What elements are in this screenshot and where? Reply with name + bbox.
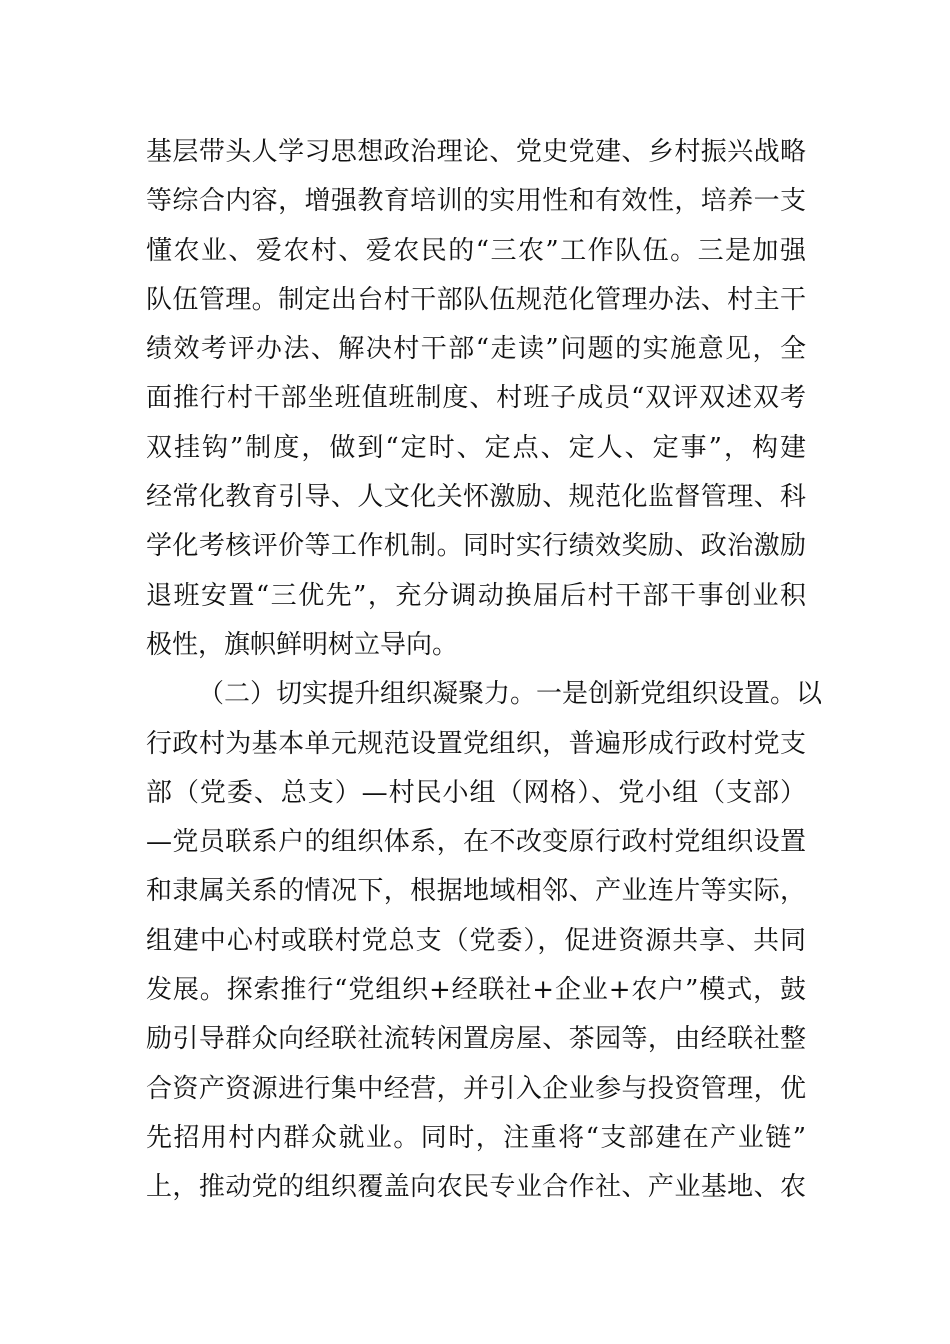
body-text <box>146 128 823 1213</box>
text-line: 部（党委、总支）—村民小组（网格）、党小组（支部） <box>146 777 806 808</box>
text-line: 发展。探索推行“党组织+经联社+企业+农户”模式，鼓 <box>146 975 806 1006</box>
text-line: 绩效考评办法、解决村干部“走读”问题的实施意见，全 <box>146 334 806 365</box>
text-line: 励引导群众向经联社流转闲置房屋、茶园等，由经联社整 <box>146 1024 806 1055</box>
text-line: 面推行村干部坐班值班制度、村班子成员“双评双述双考 <box>146 383 806 414</box>
text-line: 等综合内容，增强教育培训的实用性和有效性，培养一支 <box>146 186 806 217</box>
text-line: 行政村为基本单元规范设置党组织，普遍形成行政村党支 <box>146 728 806 759</box>
text-line: 学化考核评价等工作机制。同时实行绩效奖励、政治激励 <box>146 531 806 562</box>
section-heading-line: （二）切实提升组织凝聚力。一是创新党组织设置。以 <box>198 679 823 710</box>
text-line: 双挂钩”制度，做到“定时、定点、定人、定事”，构建 <box>146 432 806 463</box>
text-line: 先招用村内群众就业。同时，注重将“支部建在产业链” <box>146 1122 806 1153</box>
text-line: 上，推动党的组织覆盖向农民专业合作社、产业基地、农 <box>146 1172 806 1203</box>
text-line: 组建中心村或联村党总支（党委），促进资源共享、共同 <box>146 925 806 956</box>
text-line: —党员联系户的组织体系，在不改变原行政村党组织设置 <box>146 827 806 858</box>
text-line: 和隶属关系的情况下，根据地域相邻、产业连片等实际， <box>146 876 806 907</box>
text-line: 懂农业、爱农村、爱农民的“三农”工作队伍。三是加强 <box>146 235 806 266</box>
paragraph-end-line: 极性，旗帜鲜明树立导向。 <box>146 629 459 660</box>
text-line: 退班安置“三优先”，充分调动换届后村干部干事创业积 <box>146 580 806 611</box>
text-line: 队伍管理。制定出台村干部队伍规范化管理办法、村主干 <box>146 284 806 315</box>
text-line: 经常化教育引导、人文化关怀激励、规范化监督管理、科 <box>146 482 806 513</box>
text-line: 基层带头人学习思想政治理论、党史党建、乡村振兴战略 <box>146 137 806 167</box>
text-line: 合资产资源进行集中经营，并引入企业参与投资管理，优 <box>146 1073 806 1104</box>
